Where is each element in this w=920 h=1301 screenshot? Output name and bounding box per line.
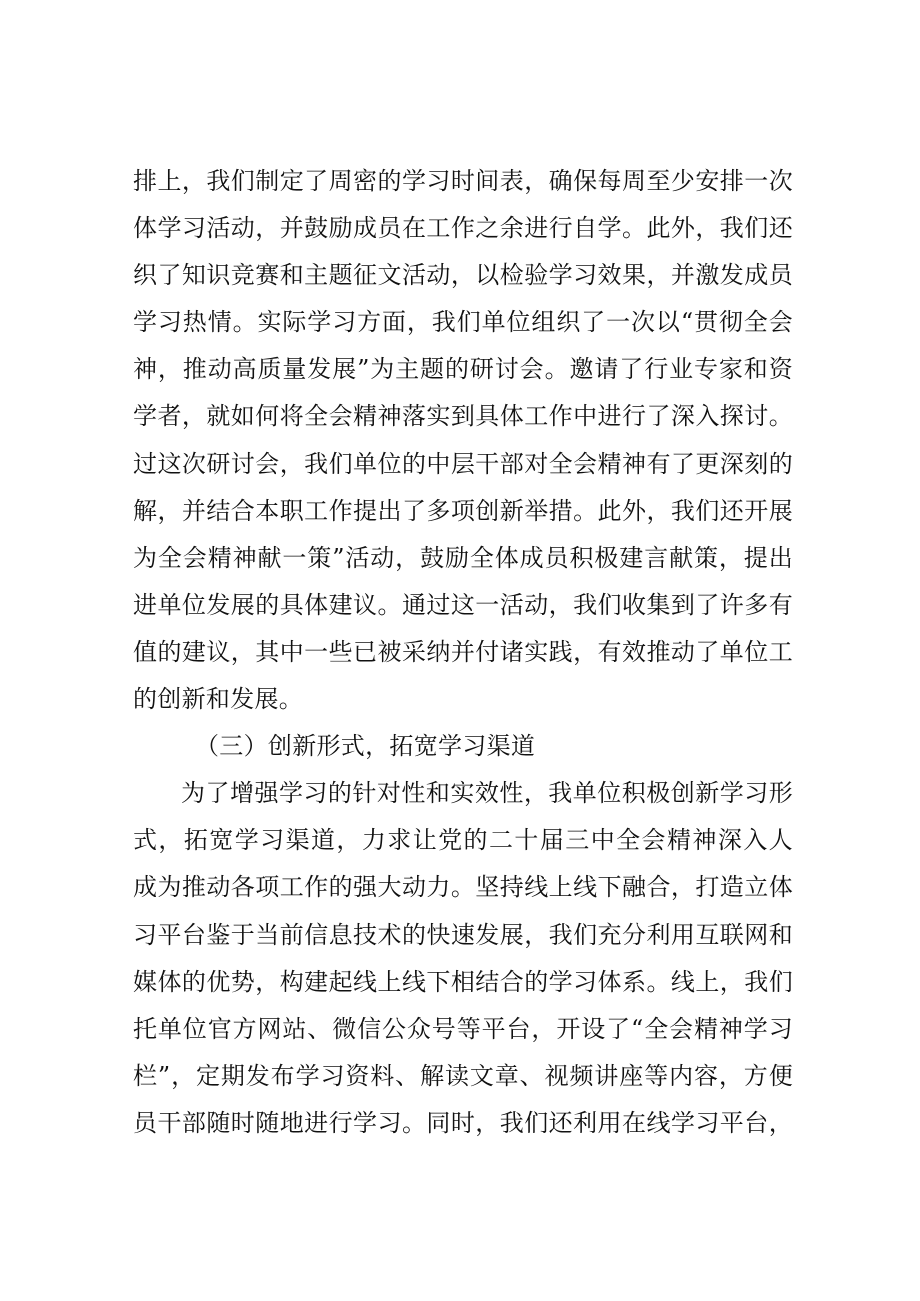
paragraph-2-line: 员干部随时随地进行学习。同时，我们还利用在线学习平台， — [133, 1108, 793, 1137]
paragraph-2-line: 栏”，定期发布学习资料、解读文章、视频讲座等内容，方便 — [133, 1061, 793, 1090]
paragraph-1-line: 为全会精神献一策”活动，鼓励全体成员积极建言献策，提出 — [133, 543, 793, 572]
paragraph-2-line: 托单位官方网站、微信公众号等平台，开设了“全会精神学习 — [133, 1014, 793, 1043]
paragraph-1-line: 解，并结合本职工作提出了多项创新举措。此外，我们还开展 — [133, 496, 793, 525]
paragraph-2-line: 为了增强学习的针对性和实效性，我单位积极创新学习形 — [181, 779, 793, 808]
paragraph-2-line: 成为推动各项工作的强大动力。坚持线上线下融合，打造立体 — [133, 873, 793, 902]
paragraph-2-line: 式，拓宽学习渠道，力求让党的二十届三中全会精神深入人 — [133, 826, 793, 855]
paragraph-1-line: 的创新和发展。 — [133, 685, 304, 714]
paragraph-1-line: 值的建议，其中一些已被采纳并付诸实践，有效推动了单位工 — [133, 637, 793, 666]
paragraph-2-line: 习平台鉴于当前信息技术的快速发展，我们充分利用互联网和 — [133, 920, 793, 949]
paragraph-1-line: 排上，我们制定了周密的学习时间表，确保每周至少安排一次 — [133, 167, 793, 195]
paragraph-2-line: 媒体的优势，构建起线上线下相结合的学习体系。线上，我们 — [133, 967, 793, 996]
paragraph-1-line: 织了知识竞赛和主题征文活动，以检验学习效果，并激发成员 — [133, 261, 793, 290]
document-body — [133, 158, 793, 1147]
paragraph-1-line: 体学习活动，并鼓励成员在工作之余进行自学。此外，我们还 — [133, 214, 793, 243]
paragraph-1-line: 过这次研讨会，我们单位的中层干部对全会精神有了更深刻的 — [133, 449, 793, 478]
paragraph-1-line: 进单位发展的具体建议。通过这一活动，我们收集到了许多有 — [133, 590, 793, 619]
paragraph-1-line: 学者，就如何将全会精神落实到具体工作中进行了深入探讨。 — [133, 402, 793, 431]
section-heading: （三）创新形式，拓宽学习渠道 — [195, 732, 536, 761]
paragraph-1-line: 学习热情。实际学习方面，我们单位组织了一次以“贯彻全会 — [133, 308, 793, 337]
paragraph-1-line: 神，推动高质量发展”为主题的研讨会。邀请了行业专家和资 — [133, 355, 793, 384]
